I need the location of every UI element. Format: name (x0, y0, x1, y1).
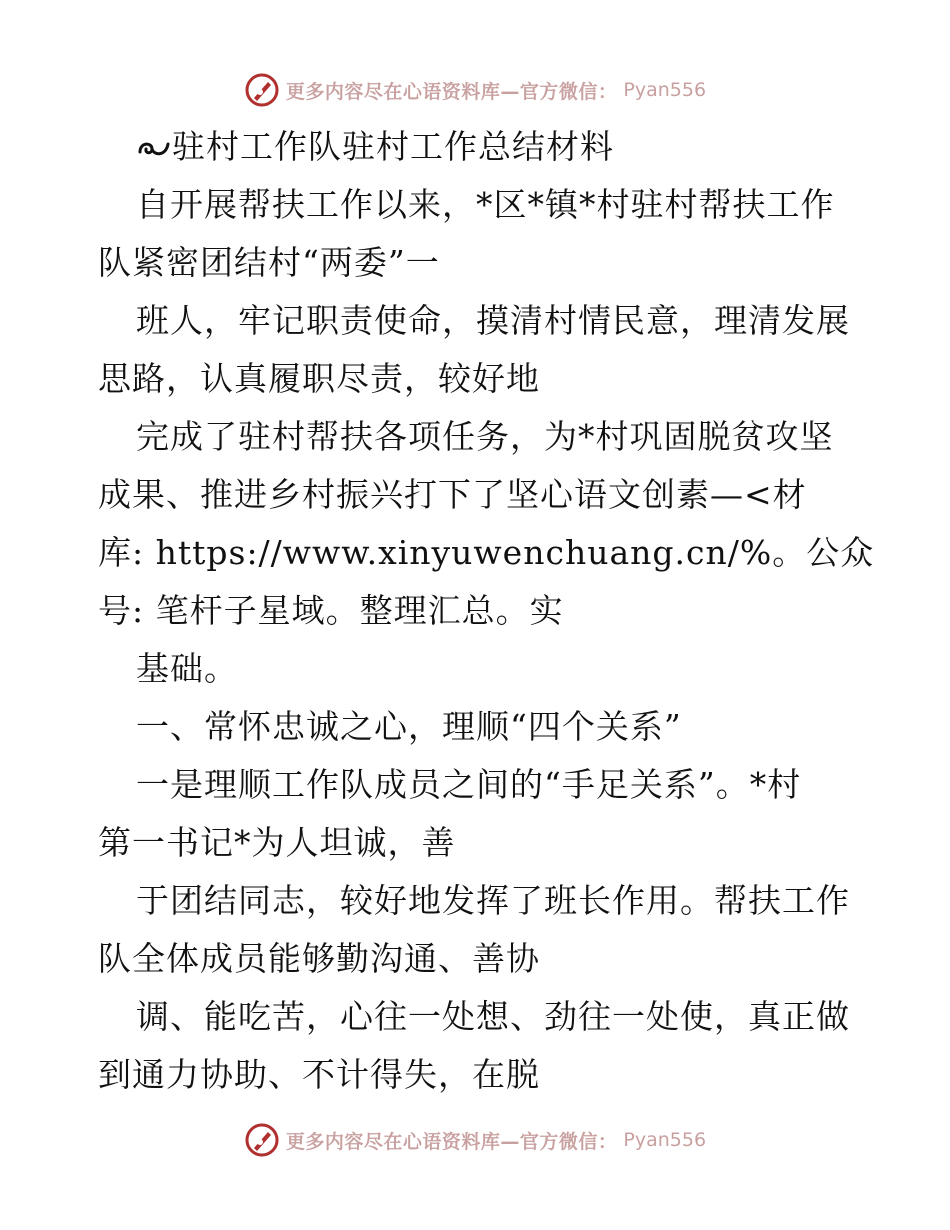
paragraph-line: 队紧密团结村“两委”一 (98, 243, 440, 282)
paragraph-line: 库: https://www.xinyuwenchuang.cn/%。公众 (98, 533, 875, 572)
paragraph-line: 到通力协助、不计得失，在脱 (98, 1055, 540, 1094)
paragraph-line: 调、能吃苦，心往一处想、劲往一处使，真正做 (136, 997, 850, 1036)
paragraph-line: 基础。 (136, 649, 238, 688)
header-banner-text: 更多内容尽在心语资料库—官方微信： (285, 80, 618, 103)
paragraph-line: 一是理顺工作队成员之间的“手足关系”。*村 (136, 765, 802, 804)
paragraph-line: 队全体成员能够勤沟通、善协 (98, 939, 540, 978)
paragraph-line: 自开展帮扶工作以来，*区*镇*村驻村帮扶工作 (136, 185, 835, 224)
logo-icon (244, 72, 280, 108)
paragraph-line: 号: 笔杆子星域。整理汇总。实 (98, 591, 564, 630)
document-title (98, 118, 858, 176)
header-wechat-id: Pyan556 (623, 79, 707, 101)
logo-icon (244, 1122, 280, 1158)
section-heading: 一、常怀忠诚之心，理顺“四个关系” (136, 707, 682, 746)
header-banner (0, 70, 950, 110)
paragraph-line: 于团结同志，较好地发挥了班长作用。帮扶工作 (136, 881, 850, 920)
swirl-icon (136, 132, 172, 162)
document-body (98, 118, 875, 1104)
paragraph-line: 思路，认真履职尽责，较好地 (98, 359, 540, 398)
paragraph-line: 班人，牢记职责使命，摸清村情民意，理清发展 (136, 301, 850, 340)
paragraph-line: 成果、推进乡村振兴打下了坚心语文创素—<材 (98, 475, 807, 514)
paragraph-line: 第一书记*为人坦诚，善 (98, 823, 456, 862)
footer-banner-text: 更多内容尽在心语资料库—官方微信： (285, 1130, 618, 1153)
footer-banner (0, 1120, 950, 1160)
footer-wechat-id: Pyan556 (623, 1129, 707, 1151)
document-title-text: 驻村工作队驻村工作总结材料 (172, 127, 614, 166)
paragraph-line: 完成了驻村帮扶各项任务，为*村巩固脱贫攻坚 (136, 417, 834, 456)
